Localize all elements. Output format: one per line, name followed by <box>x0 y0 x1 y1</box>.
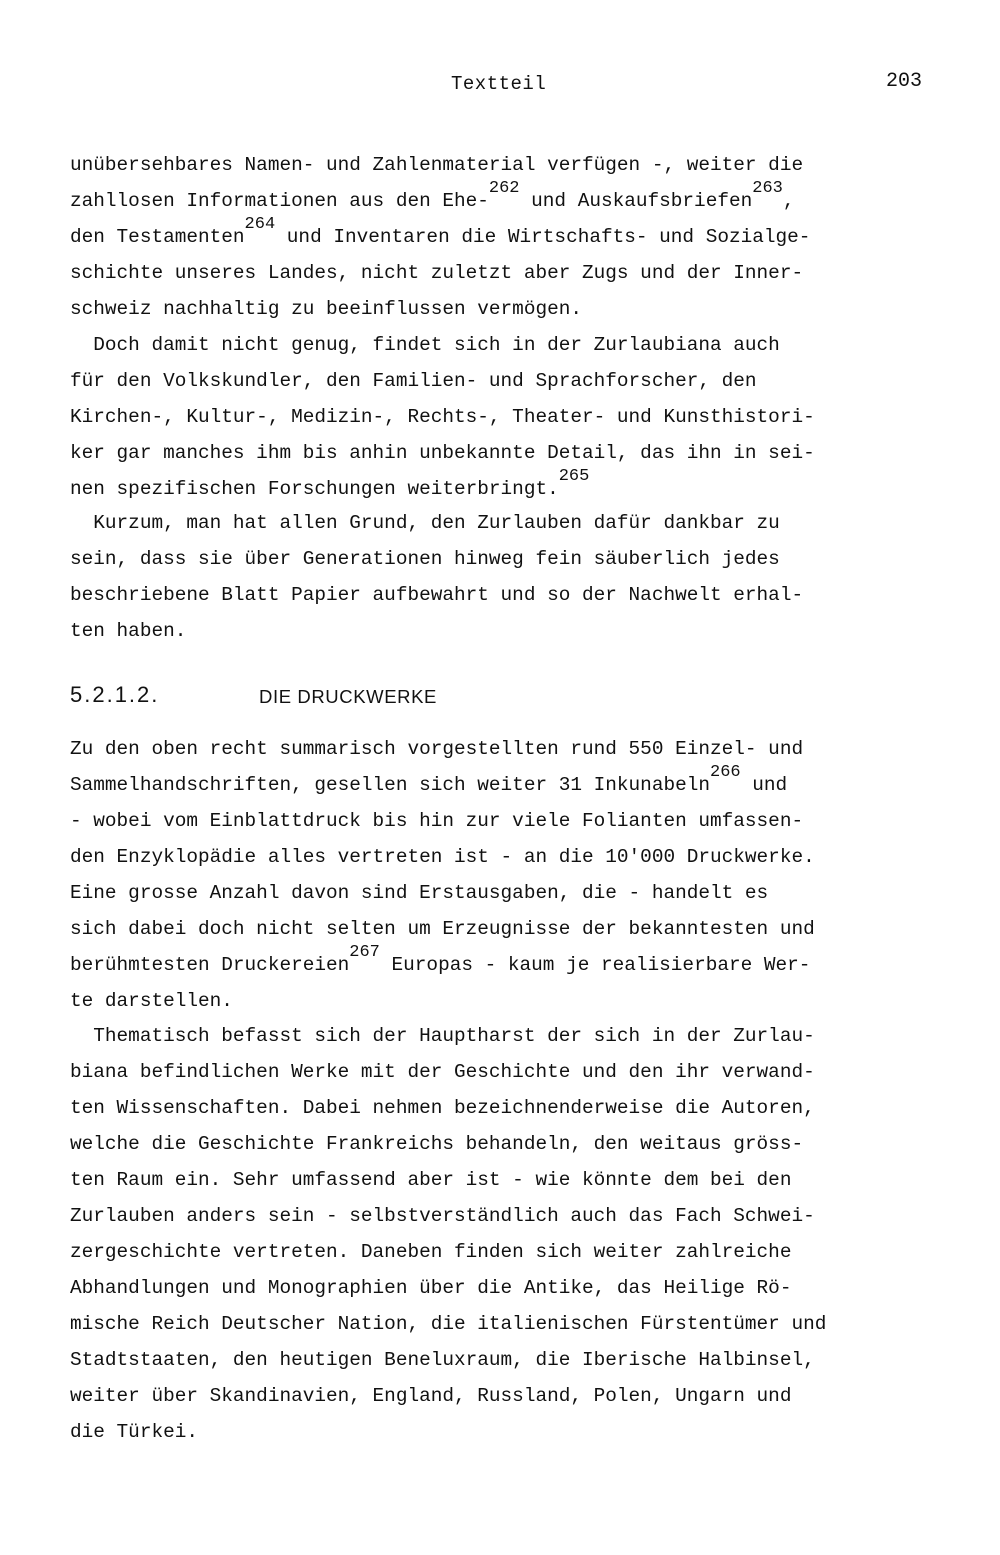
text-line: Kirchen-, Kultur-, Medizin-, Rechts-, Theater- und Kunsthistori- <box>70 406 815 428</box>
text-line: ker gar manches ihm bis anhin unbekannte Detail, das ihn in sei- <box>70 442 815 464</box>
text-line: weiter über Skandinavien, England, Russland, Polen, Ungarn und <box>70 1385 792 1407</box>
text-line: berühmtesten Druckereien$^{267}$ Europas - kaum je realisierbare Wer- <box>70 943 811 976</box>
paragraph-1 <box>70 147 810 327</box>
text-line: die Türkei. <box>70 1421 198 1443</box>
paragraph-4 <box>70 731 815 1019</box>
text-line: sich dabei doch nicht selten um Erzeugnisse der bekanntesten und <box>70 918 815 940</box>
text-line: Zu den oben recht summarisch vorgestellten rund 550 Einzel- und <box>70 738 804 760</box>
footnote-marker: 266 <box>710 763 741 782</box>
text-line: Doch damit nicht genug, findet sich in der Zurlaubiana auch <box>70 334 780 356</box>
footnote-marker: 267 <box>349 943 380 962</box>
footnote-marker: 263 <box>752 179 783 198</box>
text-line: den Enzyklopädie alles vertreten ist - an die 10'000 Druckwerke. <box>70 846 815 868</box>
text-line: Eine grosse Anzahl davon sind Erstausgaben, die - handelt es <box>70 882 769 904</box>
footnote-marker: 264 <box>244 215 276 234</box>
section-number: 5.2.1.2. <box>70 682 160 707</box>
text-line: nen spezifischen Forschungen weiterbringt.$^{265}$ <box>70 467 590 500</box>
text-line: sein, dass sie über Generationen hinweg fein säuberlich jedes <box>70 548 780 570</box>
text-line: zahllosen Informationen aus den Ehe-$^{262}$ und Auskaufsbriefen$^{263}$, <box>70 179 795 212</box>
text-line: ten haben. <box>70 620 187 642</box>
paragraph-2 <box>70 327 815 507</box>
text-line: ten Raum ein. Sehr umfassend aber ist - wie könnte dem bei den <box>70 1169 792 1191</box>
footnote-marker: 265 <box>558 467 590 486</box>
footnote-marker: 262 <box>488 179 520 198</box>
text-line: unübersehbares Namen- und Zahlenmaterial verfügen -, weiter die <box>70 154 804 176</box>
running-head: Textteil <box>451 73 547 95</box>
text-line: zergeschichte vertreten. Daneben finden sich weiter zahlreiche <box>70 1241 792 1263</box>
text-line: Zurlauben anders sein - selbstverständlich auch das Fach Schwei- <box>70 1205 815 1227</box>
section-title: DIE DRUCKWERKE <box>259 686 437 707</box>
text-line: Kurzum, man hat allen Grund, den Zurlauben dafür dankbar zu <box>70 512 780 534</box>
text-line: - wobei vom Einblattdruck bis hin zur viele Folianten umfassen- <box>70 810 804 832</box>
text-line: te darstellen. <box>70 990 233 1012</box>
text-line: für den Volkskundler, den Familien- und Sprachforscher, den <box>70 370 757 392</box>
text-line: Stadtstaaten, den heutigen Beneluxraum, die Iberische Halbinsel, <box>70 1349 815 1371</box>
paragraph-3 <box>70 505 803 649</box>
text-line: Sammelhandschriften, gesellen sich weiter 31 Inkunabeln$^{266}$ und <box>70 763 788 796</box>
text-line: biana befindlichen Werke mit der Geschichte und den ihr verwand- <box>70 1061 815 1083</box>
paragraph-5 <box>70 1018 826 1450</box>
text-line: Abhandlungen und Monographien über die Antike, das Heilige Rö- <box>70 1277 792 1299</box>
text-line: den Testamenten$^{264}$ und Inventaren die Wirtschafts- und Sozialge- <box>70 215 811 248</box>
text-line: schichte unseres Landes, nicht zuletzt aber Zugs und der Inner- <box>70 262 804 284</box>
text-line: welche die Geschichte Frankreichs behandeln, den weitaus gröss- <box>70 1133 804 1155</box>
text-line: schweiz nachhaltig zu beeinflussen vermögen. <box>70 298 582 320</box>
text-line: ten Wissenschaften. Dabei nehmen bezeichnenderweise die Autoren, <box>70 1097 815 1119</box>
page-number: 203 <box>886 70 923 93</box>
text-line: beschriebene Blatt Papier aufbewahrt und so der Nachwelt erhal- <box>70 584 804 606</box>
text-line: Thematisch befasst sich der Hauptharst der sich in der Zurlau- <box>70 1025 815 1047</box>
text-line: mische Reich Deutscher Nation, die italienischen Fürstentümer und <box>70 1313 827 1335</box>
